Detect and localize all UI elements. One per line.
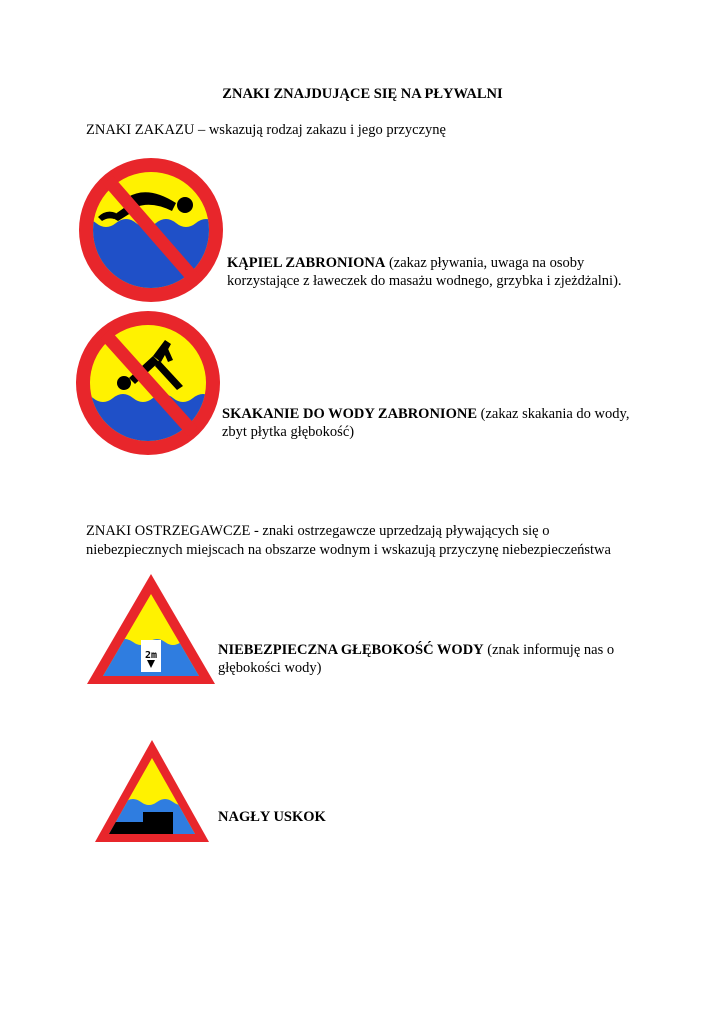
no-diving-text: (zakaz skakania do wody, zbyt płytka głębokość) <box>222 406 630 440</box>
no-swimming-text: (zakaz pływania, uwaga na osoby korzystające z ławeczek do masażu wodnego, grzybka i zjeżdżalni). <box>227 255 622 289</box>
sudden-drop-description <box>218 808 518 826</box>
dangerous-depth-text: (znak informuję nas o głębokości wody) <box>218 642 615 676</box>
prohibition-signs-heading: ZNAKI ZAKAZU – wskazują rodzaj zakazu i jego przyczynę <box>86 122 446 138</box>
sudden-drop-sign-icon <box>93 738 211 846</box>
sudden-drop-name: NAGŁY USKOK <box>218 809 326 825</box>
dangerous-depth-sign-icon <box>85 572 217 690</box>
no-swimming-description <box>227 254 647 290</box>
page-title: ZNAKI ZNAJDUJĄCE SIĘ NA PŁYWALNI <box>222 86 503 102</box>
no-diving-name: SKAKANIE DO WODY ZABRONIONE <box>222 406 477 422</box>
warning-signs-heading: ZNAKI OSTRZEGAWCZE - znaki ostrzegawcze uprzedzają pływających się o niebezpiecznych miejscach na obszarze wodnym i wskazują przyczynę niebezpieczeństwa <box>86 523 611 558</box>
dangerous-depth-description <box>218 641 638 677</box>
dangerous-depth-name: NIEBEZPIECZNA GŁĘBOKOŚĆ WODY <box>218 642 484 658</box>
depth-label: 2m <box>144 650 158 661</box>
no-diving-sign-icon <box>73 308 223 458</box>
no-swimming-sign-icon <box>76 155 226 305</box>
no-diving-description <box>222 405 652 441</box>
no-swimming-name: KĄPIEL ZABRONIONA <box>227 255 386 271</box>
